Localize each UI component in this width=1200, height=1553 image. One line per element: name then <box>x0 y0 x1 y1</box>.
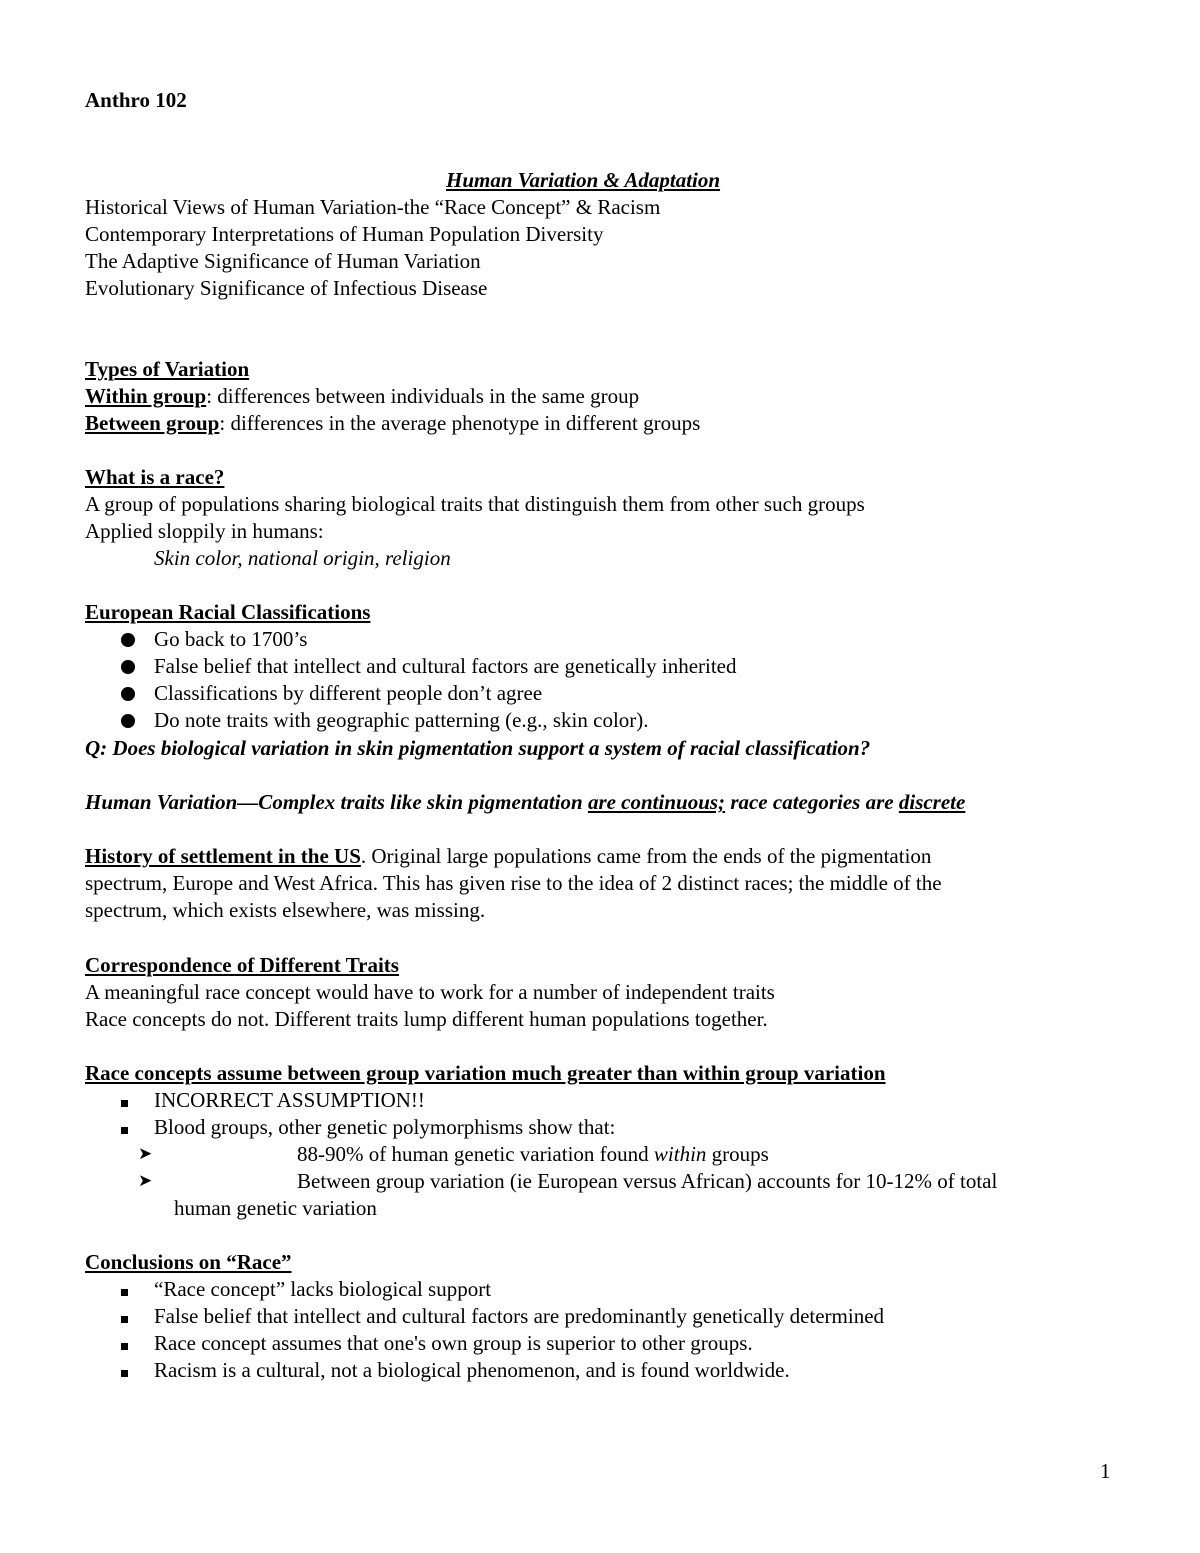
document-title: Human Variation & Adaptation <box>446 168 721 192</box>
within-group-line <box>85 383 639 410</box>
conclusions-heading: Conclusions on “Race” <box>85 1250 292 1274</box>
topic-item: Evolutionary Significance of Infectious Disease <box>85 276 488 300</box>
between-group-definition: : differences in the average phenotype in different groups <box>219 411 701 435</box>
topic-item: The Adaptive Significance of Human Variation <box>85 249 481 273</box>
list-item: Do note traits with geographic patterning (e.g., skin color). <box>121 707 1121 734</box>
sub-list-continuation: human genetic variation <box>174 1196 377 1220</box>
types-heading: Types of Variation <box>85 357 250 381</box>
correspondence-heading: Correspondence of Different Traits <box>85 953 399 977</box>
sub-list-item: ➤ Between group variation (ie European versus African) accounts for 10-12% of total <box>138 1169 998 1193</box>
list-item: False belief that intellect and cultural factors are predominantly genetically determined <box>121 1303 1121 1330</box>
race-definition: A group of populations sharing biological traits that distinguish them from other such groups <box>85 492 865 516</box>
bullet-dot-icon <box>121 680 135 708</box>
race-heading: What is a race? <box>85 465 225 489</box>
sub-list-item: ➤ 88-90% of human genetic variation found within groups <box>138 1142 769 1166</box>
between-group-line <box>85 410 700 437</box>
topic-item: Contemporary Interpretations of Human Population Diversity <box>85 222 604 246</box>
list-item: Go back to 1700’s <box>121 626 1121 653</box>
bullet-square-icon <box>121 1276 128 1303</box>
between-group-term: Between group <box>85 411 220 435</box>
list-item: Racism is a cultural, not a biological phenomenon, and is found worldwide. <box>121 1357 1121 1384</box>
within-group-definition: : differences between individuals in the same group <box>206 384 640 408</box>
bullet-square-icon <box>121 1087 128 1114</box>
settlement-line: spectrum, which exists elsewhere, was missing. <box>85 898 486 922</box>
settlement-line: History of settlement in the US. Original large populations came from the ends of the pigmentation <box>85 844 932 868</box>
within-group-term: Within group <box>85 384 207 408</box>
list-item: Race concept assumes that one's own group is superior to other groups. <box>121 1330 1121 1357</box>
bullet-square-icon <box>121 1114 128 1141</box>
settlement-line: spectrum, Europe and West Africa. This has given rise to the idea of 2 distinct races; the middle of the <box>85 871 942 895</box>
bullet-square-icon <box>121 1357 128 1384</box>
topic-item: Historical Views of Human Variation-the “Race Concept” & Racism <box>85 195 661 219</box>
bullet-square-icon <box>121 1303 128 1330</box>
bullet-dot-icon <box>121 653 135 681</box>
list-item: False belief that intellect and cultural factors are genetically inherited <box>121 653 1121 680</box>
list-item: Blood groups, other genetic polymorphisms show that: <box>121 1114 1121 1141</box>
human-variation-statement: Human Variation—Complex traits like skin pigmentation are continuous; race categories are discrete <box>85 790 966 814</box>
list-item: INCORRECT ASSUMPTION!! <box>121 1087 1121 1114</box>
correspondence-line: Race concepts do not. Different traits lump different human populations together. <box>85 1007 768 1031</box>
arrow-bullet-icon: ➤ <box>138 1144 153 1164</box>
settlement-heading: History of settlement in the US <box>85 844 361 868</box>
question-text: Q: Does biological variation in skin pigmentation support a system of racial classification? <box>85 736 871 760</box>
assumption-heading: Race concepts assume between group variation much greater than within group variation <box>85 1061 886 1085</box>
race-examples: Skin color, national origin, religion <box>154 546 451 570</box>
arrow-bullet-icon: ➤ <box>138 1171 153 1191</box>
bullet-dot-icon <box>121 707 135 735</box>
course-header: Anthro 102 <box>85 88 187 112</box>
race-applied: Applied sloppily in humans: <box>85 519 324 543</box>
list-item: Classifications by different people don’t agree <box>121 680 1121 707</box>
bullet-square-icon <box>121 1330 128 1357</box>
bullet-dot-icon <box>121 626 135 654</box>
list-item: “Race concept” lacks biological support <box>121 1276 1121 1303</box>
page-number: 1 <box>1100 1459 1111 1483</box>
european-heading: European Racial Classifications <box>85 600 371 624</box>
correspondence-line: A meaningful race concept would have to work for a number of independent traits <box>85 980 775 1004</box>
